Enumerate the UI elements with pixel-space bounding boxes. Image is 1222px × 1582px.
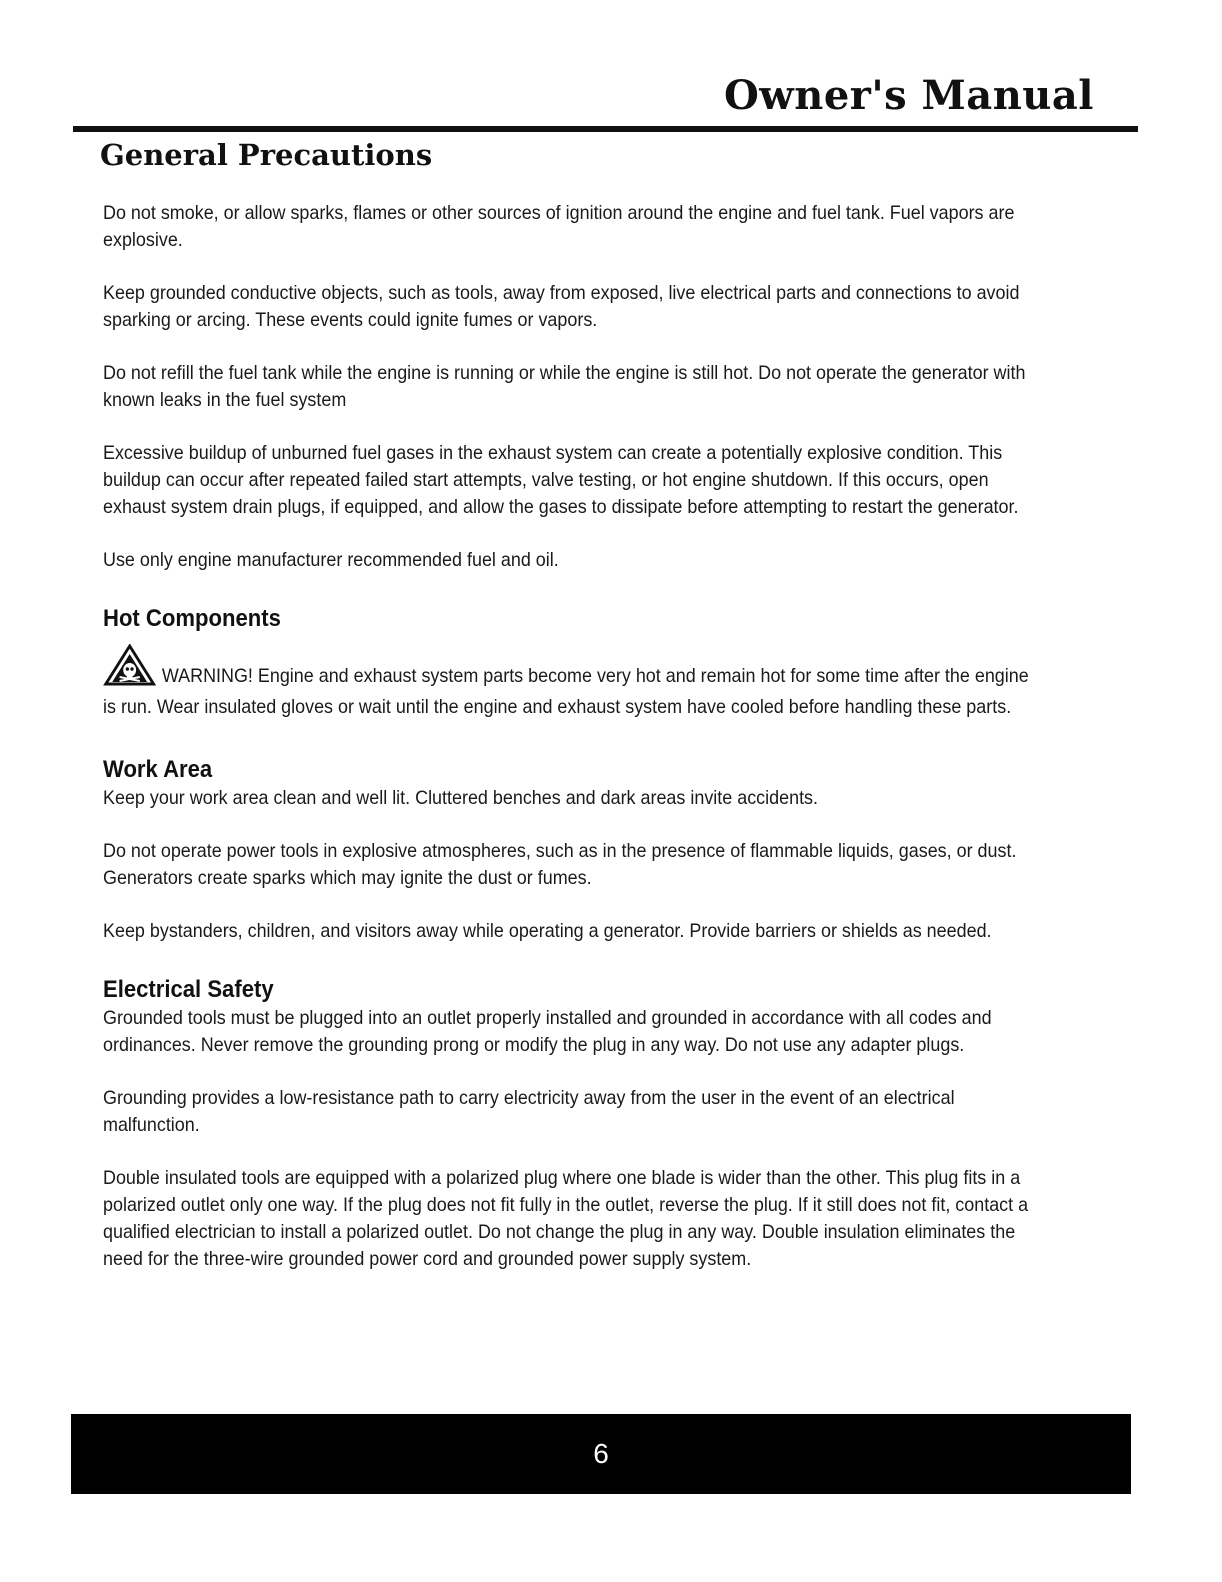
hot-components-warning xyxy=(103,644,1032,721)
general-paragraph: Do not refill the fuel tank while the engine is running or while the engine is still hot. Do not operate the generator with known leaks in the fuel system xyxy=(103,362,1026,411)
general-paragraph: Keep grounded conductive objects, such as tools, away from exposed, live electrical parts and connections to avoid sparking or arcing. These events could ignite fumes or vapors. xyxy=(103,282,1020,331)
general-paragraph: Excessive buildup of unburned fuel gases in the exhaust system can create a potentially explosive condition. This buildup can occur after repeated failed start attempts, valve testing, or hot engine shutdown. If this occurs, open exhaust system drain plugs, if equipped, and allow the gases to dissipate before attempting to restart the generator. xyxy=(103,442,1019,518)
electrical-safety-paragraph: Grounded tools must be plugged into an outlet properly installed and grounded in accordance with all codes and ordinances. Never remove the grounding prong or modify the plug in any way. Do not use any adapter plugs. xyxy=(103,1007,992,1056)
page-content xyxy=(103,200,1032,1299)
general-paragraph: Do not smoke, or allow sparks, flames or other sources of ignition around the engine and fuel tank. Fuel vapors are explosive. xyxy=(103,202,1015,251)
hot-components-heading: Hot Components xyxy=(103,605,281,632)
footer-bar xyxy=(71,1414,1131,1494)
electrical-safety-paragraph: Grounding provides a low-resistance path to carry electricity away from the user in the event of an electrical malfunction. xyxy=(103,1087,955,1136)
work-area-paragraph: Keep your work area clean and well lit. Cluttered benches and dark areas invite accidents. xyxy=(103,787,819,809)
general-paragraph: Use only engine manufacturer recommended fuel and oil. xyxy=(103,549,559,571)
work-area-paragraph: Keep bystanders, children, and visitors away while operating a generator. Provide barriers or shields as needed. xyxy=(103,920,992,942)
electrical-safety-paragraph: Double insulated tools are equipped with a polarized plug where one blade is wider than the other. This plug fits in a polarized outlet only one way. If the plug does not fit fully in the outlet, reverse the plug. If it still does not fit, contact a qualified electrician to install a polarized outlet. Do not change the plug in any way. Double insulation eliminates the need for the three-wire grounded power cord and grounded power supply system. xyxy=(103,1167,1029,1270)
header-rule xyxy=(73,126,1138,132)
manual-title: Owner's Manual xyxy=(723,72,1094,119)
work-area-heading: Work Area xyxy=(103,756,213,783)
electrical-safety-heading: Electrical Safety xyxy=(103,976,274,1003)
warning-text: WARNING! Engine and exhaust system parts become very hot and remain hot for some time after the engine is run. Wear insulated gloves or wait until the engine and exhaust system have cooled before handling these parts. xyxy=(103,665,1029,718)
warning-skull-icon xyxy=(103,644,156,694)
work-area-paragraph: Do not operate power tools in explosive atmospheres, such as in the presence of flammable liquids, gases, or dust. Generators create sparks which may ignite the dust or fumes. xyxy=(103,840,1017,889)
section-title: General Precautions xyxy=(100,138,433,172)
page-number: 6 xyxy=(593,1438,609,1469)
